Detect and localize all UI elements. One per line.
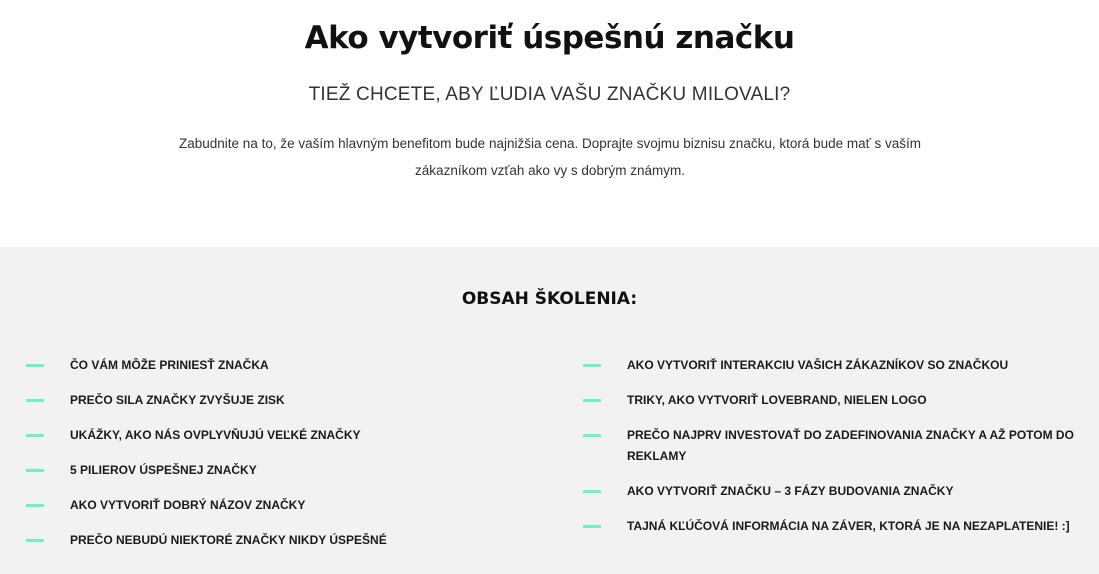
dash-bullet-icon [583,399,601,402]
list-item-label: PREČO NEBUDÚ NIEKTORÉ ZNAČKY NIKDY ÚSPEŠNÉ [70,533,387,547]
page-description: Zabudnite na to, že vaším hlavným benefitom bude najnižšia cena. Doprajte svojmu biznisu značku, ktorá bude mať s vaším zákazníkom vzťah ako vy s dobrým známym. [179,136,921,178]
dash-bullet-icon [583,364,601,367]
course-content-section [0,247,1099,574]
list-item [26,530,546,551]
list-item [26,460,546,481]
list-item-label: TRIKY, AKO VYTVORIŤ LOVEBRAND, NIELEN LOGO [627,393,927,407]
hero-section [0,0,1099,247]
course-content-heading: OBSAH ŠKOLENIA: [461,289,638,309]
dash-bullet-icon [26,399,44,402]
list-item [26,425,546,446]
list-item [583,481,1083,502]
list-item-label: TAJNÁ KĽÚČOVÁ INFORMÁCIA NA ZÁVER, KTORÁ JE NA NEZAPLATENIE! :] [627,519,1070,533]
page-title: Ako vytvoriť úspešnú značku [304,20,795,56]
list-item-label: AKO VYTVORIŤ DOBRÝ NÁZOV ZNAČKY [70,498,306,512]
dash-bullet-icon [583,525,601,528]
dash-bullet-icon [26,469,44,472]
list-item [26,355,546,376]
page-subtitle: TIEŽ CHCETE, ABY ĽUDIA VAŠU ZNAČKU MILOVALI? [308,84,791,105]
dash-bullet-icon [26,364,44,367]
list-item [26,495,546,516]
dash-bullet-icon [26,539,44,542]
course-topics-left [26,355,546,565]
list-item [583,516,1083,537]
list-item [26,390,546,411]
list-item-label: PREČO SILA ZNAČKY ZVYŠUJE ZISK [70,393,285,407]
dash-bullet-icon [583,490,601,493]
list-item [583,425,1083,467]
list-item-label: AKO VYTVORIŤ ZNAČKU – 3 FÁZY BUDOVANIA ZNAČKY [627,484,954,498]
dash-bullet-icon [583,434,601,437]
course-topics-right [583,355,1083,551]
list-item [583,390,1083,411]
list-item-label: 5 PILIEROV ÚSPEŠNEJ ZNAČKY [70,463,257,477]
list-item-label: PREČO NAJPRV INVESTOVAŤ DO ZADEFINOVANIA ZNAČKY A AŽ POTOM DO REKLAMY [627,428,1074,463]
list-item-label: AKO VYTVORIŤ INTERAKCIU VAŠICH ZÁKAZNÍKOV SO ZNAČKOU [627,358,1009,372]
list-item-label: ČO VÁM MÔŽE PRINIESŤ ZNAČKA [70,358,269,372]
list-item [583,355,1083,376]
dash-bullet-icon [26,504,44,507]
dash-bullet-icon [26,434,44,437]
list-item-label: UKÁŽKY, AKO NÁS OVPLYVŇUJÚ VEĽKÉ ZNAČKY [70,428,361,442]
